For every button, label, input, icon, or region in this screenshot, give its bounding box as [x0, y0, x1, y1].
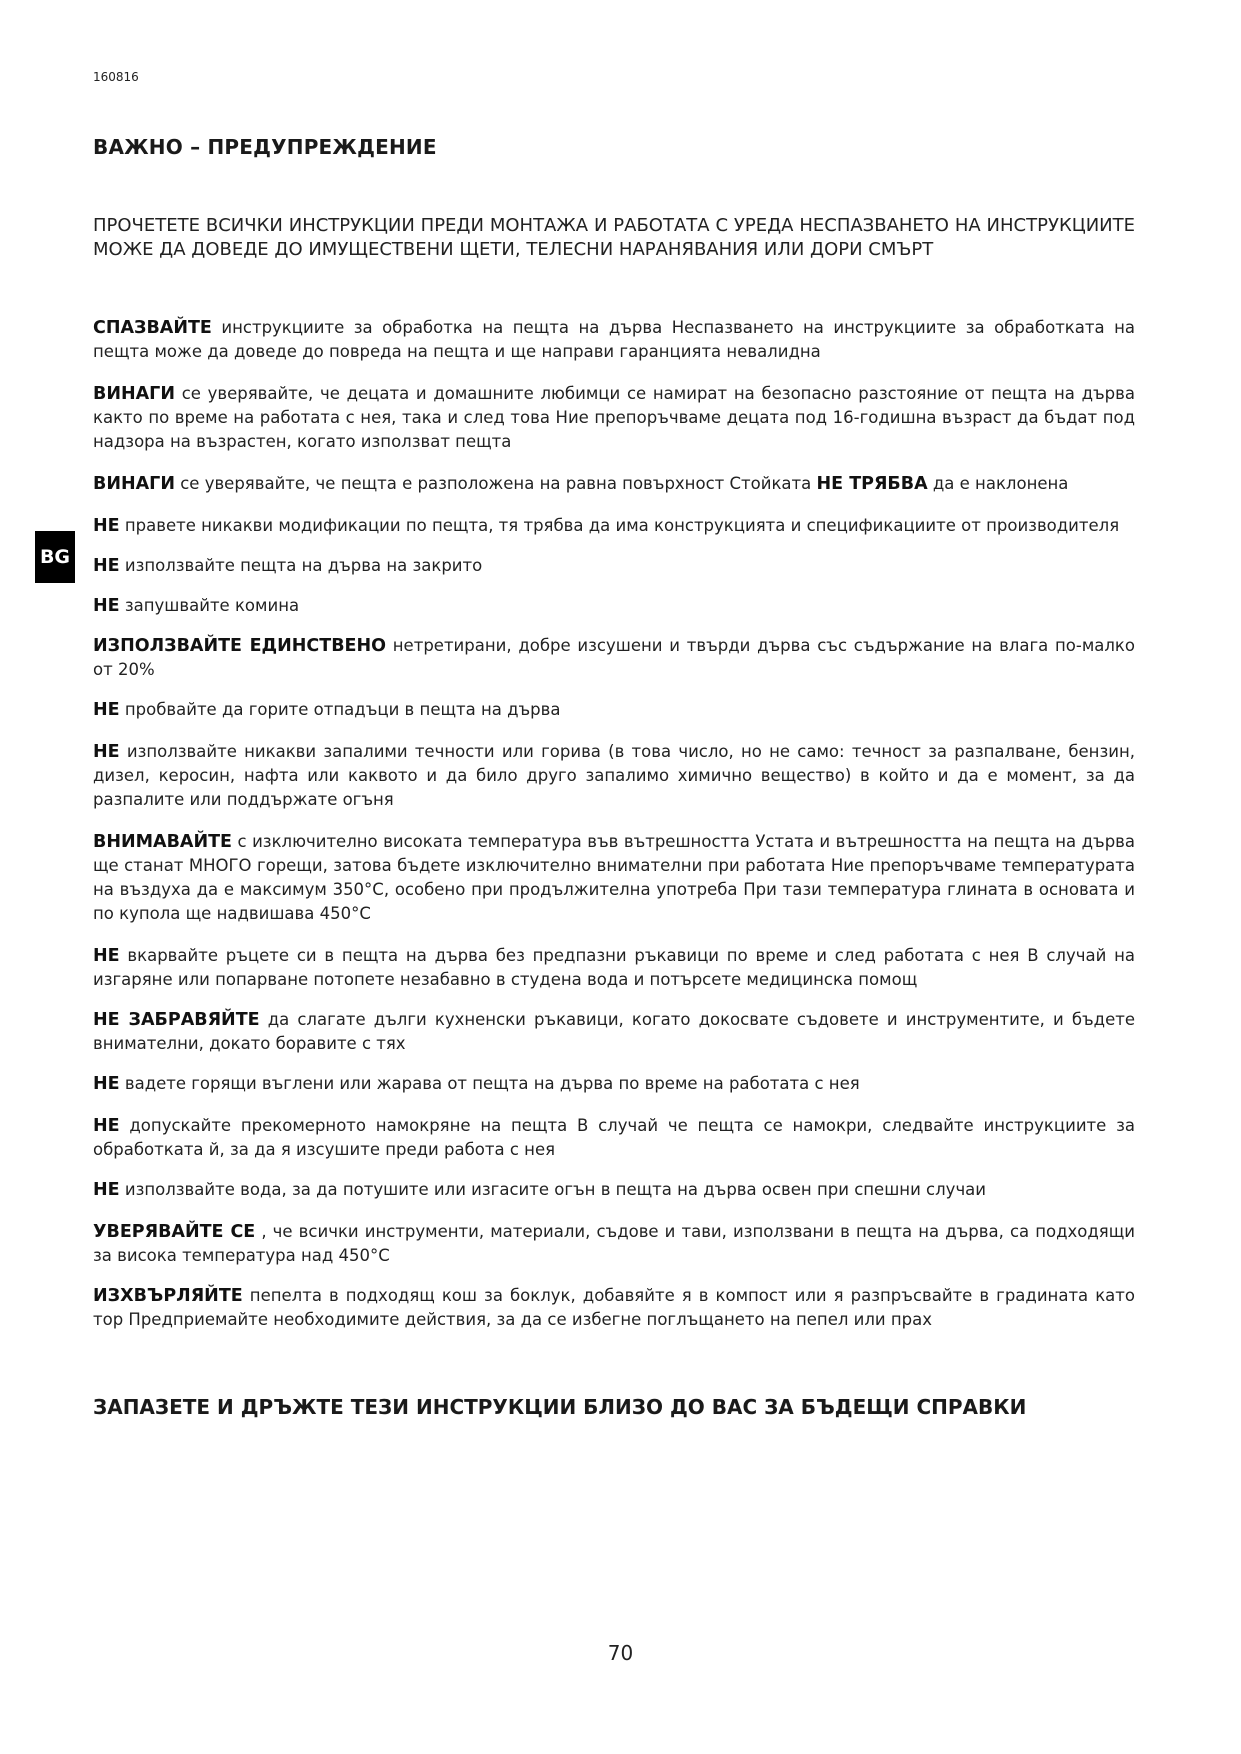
item-lead-2: НЕ ТРЯБВА — [816, 474, 928, 494]
item-text: пробвайте да горите отпадъци в пещта на дърва — [119, 700, 561, 719]
item-lead: НЕ — [93, 742, 120, 762]
item-text: инструкциите за обработка на пещта на дърва Неспазването на инструкциите за обработката на пещта може да доведе до повреда на пещта и ще направи гаранцията невалидна — [93, 318, 1135, 361]
item-lead: ИЗПОЛЗВАЙТЕ ЕДИНСТВЕНО — [93, 636, 387, 656]
item-lead: УВЕРЯВАЙТЕ СЕ — [93, 1222, 256, 1242]
item-lead: НЕ — [93, 556, 120, 576]
item-text-2: да е наклонена — [927, 474, 1069, 493]
item-text: използвайте вода, за да потушите или изгасите огън в пещта на дърва освен при спешни случаи — [119, 1180, 987, 1199]
warning-item — [93, 830, 1135, 926]
warning-item — [93, 514, 1135, 538]
item-lead: ВИНАГИ — [93, 384, 175, 404]
item-text: се уверявайте, че пещта е разположена на равна повърхност Стойката — [174, 474, 817, 493]
item-lead: НЕ — [93, 516, 120, 536]
warning-item — [93, 382, 1135, 454]
item-text: запушвайте комина — [119, 596, 300, 615]
footer-notice: ЗАПАЗЕТЕ И ДРЪЖТЕ ТЕЗИ ИНСТРУКЦИИ БЛИЗО ДО ВАС ЗА БЪДЕЩИ СПРАВКИ — [93, 1395, 1027, 1419]
item-lead: НЕ — [93, 700, 120, 720]
item-lead: НЕ — [93, 1116, 120, 1136]
language-tab: BG — [35, 531, 75, 583]
warning-item — [93, 1072, 1135, 1096]
item-text: използвайте пещта на дърва на закрито — [119, 556, 483, 575]
item-lead: ВНИМАВАЙТЕ — [93, 832, 233, 852]
warning-item — [93, 740, 1135, 812]
item-lead: ИЗХВЪРЛЯЙТЕ — [93, 1286, 243, 1306]
item-text: , че всички инструменти, материали, съдове и тави, използвани в пещта на дърва, са подходящи за висока температура над 450°C — [93, 1222, 1135, 1265]
warning-item — [93, 316, 1135, 364]
item-text: допускайте прекомерното намокряне на пещта В случай че пещта се намокри, следвайте инструкциите за обработката й, за да я изсушите преди работа с нея — [93, 1116, 1135, 1159]
item-lead: НЕ — [93, 1180, 120, 1200]
item-text: вадете горящи въглени или жарава от пещта на дърва по време на работата с нея — [119, 1074, 860, 1093]
item-text: нетретирани, добре изсушени и твърди дърва със съдържание на влага по-малко от 20% — [93, 636, 1135, 679]
item-text: вкарвайте ръцете си в пещта на дърва без предпазни ръкавици по време и след работата с нея В случай на изгаряне или попарване потопете незабавно в студена вода и потърсете медицинска помощ — [93, 946, 1135, 989]
item-text: пепелта в подходящ кош за боклук, добавяйте я в компост или я разпръсвайте в градината като тор Предприемайте необходимите действия, за да се избегне поглъщането на пепел или прах — [93, 1286, 1135, 1329]
page-number: 70 — [607, 1641, 634, 1665]
warning-item — [93, 594, 1135, 618]
warning-item — [93, 634, 1135, 682]
item-lead: НЕ ЗАБРАВЯЙТЕ — [93, 1010, 260, 1030]
warning-item — [93, 1178, 1135, 1202]
warning-item — [93, 472, 1135, 496]
warning-item — [93, 554, 1135, 578]
page-title: ВАЖНО – ПРЕДУПРЕЖДЕНИЕ — [93, 135, 437, 159]
warning-item — [93, 944, 1135, 992]
item-text: с изключително високата температура във вътрешността Устата и вътрешността на пещта на дърва ще станат МНОГО горещи, затова бъдете изключително внимателни при работата Ние препоръчваме температурата на въздуха да е максимум 350°C, особено при продължителна употреба При тази температура глината в основата и по купола ще надвишава 450°C — [93, 832, 1135, 923]
item-text: използвайте никакви запалими течности или горива (в това число, но не само: течност за разпалване, бензин, дизел, керосин, нафта или каквото и да било друго запалимо химично вещество) в който и да е момент, за да разпалите или поддържате огъня — [93, 742, 1135, 809]
item-lead: СПАЗВАЙТЕ — [93, 318, 212, 338]
item-lead: ВИНАГИ — [93, 474, 175, 494]
item-lead: НЕ — [93, 596, 120, 616]
item-text: да слагате дълги кухненски ръкавици, когато докосвате съдовете и инструментите, и бъдете внимателни, докато боравите с тях — [93, 1010, 1136, 1053]
warning-item — [93, 1008, 1135, 1056]
warning-item — [93, 1220, 1135, 1268]
warning-item — [93, 1284, 1135, 1332]
intro-warning: ПРОЧЕТЕТЕ ВСИЧКИ ИНСТРУКЦИИ ПРЕДИ МОНТАЖА И РАБОТАТА С УРЕДА НЕСПАЗВАНЕТО НА ИНСТРУКЦИИТЕ МОЖЕ ДА ДОВЕДЕ ДО ИМУЩЕСТВЕНИ ЩЕТИ, ТЕЛЕСНИ НАРАНЯВАНИЯ ИЛИ ДОРИ СМЪРТ — [93, 215, 1135, 260]
item-lead: НЕ — [93, 946, 120, 966]
item-text: се уверявайте, че децата и домашните любимци се намират на безопасно разстояние от пещта на дърва както по време на работата с нея, така и след това Ние препоръчваме децата под 16-годишна възраст да бъдат под надзора на възрастен, когато използват пещта — [93, 384, 1135, 451]
item-text: правете никакви модификации по пещта, тя трябва да има конструкцията и спецификациите от производителя — [119, 516, 1120, 535]
item-lead: НЕ — [93, 1074, 120, 1094]
document-code: 160816 — [93, 70, 139, 84]
warning-item — [93, 1114, 1135, 1162]
warning-item — [93, 698, 1135, 722]
